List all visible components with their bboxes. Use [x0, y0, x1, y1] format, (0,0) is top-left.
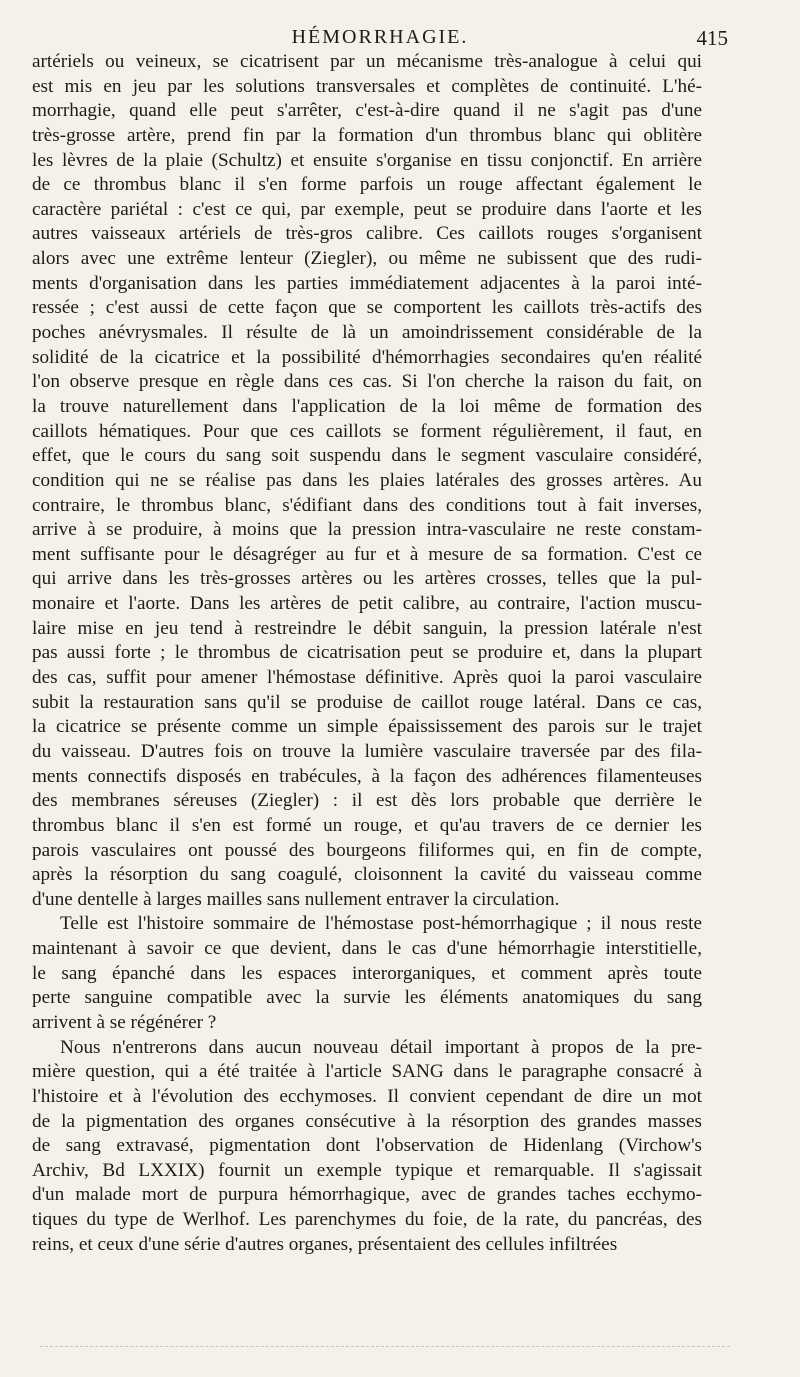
text-line: les lèvres de la plaie (Schultz) et ensuite s'organise en tissu conjonctif. En arrière [32, 149, 702, 171]
text-line: des membranes séreuses (Ziegler) : il est dès lors probable que derrière le [32, 790, 702, 812]
text-line: le sang épanché dans les espaces interorganiques, et comment après toute [32, 962, 702, 984]
text-line: perte sanguine compatible avec la survie les éléments anatomiques du sang [32, 987, 702, 1009]
paragraph [32, 1036, 702, 1258]
text-line: autres vaisseaux artériels de très-gros calibre. Ces caillots rouges s'organisent [32, 223, 702, 245]
text-line: Telle est l'histoire sommaire de l'hémostase post-hémorrhagique ; il nous reste [60, 913, 702, 935]
text-line: Archiv, Bd LXXIX) fournit un exemple typique et remarquable. Il s'agissait [32, 1159, 702, 1181]
text-line: caractère pariétal : c'est ce qui, par exemple, peut se produire dans l'aorte et les [32, 198, 702, 220]
page-body [32, 50, 702, 1257]
text-line: arrive à se produire, à moins que la pression intra-vasculaire ne reste constam- [32, 519, 702, 541]
text-line: qui arrive dans les très-grosses artères ou les artères crosses, telles que la pul- [32, 568, 702, 590]
text-line: parois vasculaires ont poussé des bourgeons filiformes qui, en fin de compte, [32, 839, 702, 861]
page-header [32, 26, 728, 50]
text-line: est mis en jeu par les solutions transversales et complètes de continuité. L'hé- [32, 75, 702, 97]
text-line: reins, et ceux d'une série d'autres organes, présentaient des cellules infiltrées [32, 1233, 618, 1255]
text-line: mière question, qui a été traitée à l'article SANG dans le paragraphe consacré à [32, 1061, 702, 1083]
text-line: Nous n'entrerons dans aucun nouveau détail important à propos de la pre- [60, 1036, 702, 1058]
paragraph [32, 912, 702, 1035]
text-line: ments d'organisation dans les parties immédiatement adjacentes à la paroi inté- [32, 272, 702, 294]
text-line: ressée ; c'est aussi de cette façon que se comportent les caillots très-actifs des [32, 297, 702, 319]
text-line: des cas, suffit pour amener l'hémostase définitive. Après quoi la paroi vasculaire [32, 667, 702, 689]
text-line: solidité de la cicatrice et la possibilité d'hémorrhagies secondaires qu'en réalité [32, 346, 702, 368]
text-line: après la résorption du sang coagulé, cloisonnent la cavité du vaisseau comme [32, 864, 702, 886]
text-line: laire mise en jeu tend à restreindre le débit sanguin, la pression latérale n'est [32, 617, 702, 639]
text-line: d'un malade mort de purpura hémorrhagique, avec de grandes taches ecchymo- [32, 1184, 702, 1206]
text-line: l'histoire et à l'évolution des ecchymoses. Il convient cependant de dire un mot [32, 1085, 702, 1107]
text-line: d'une dentelle à larges mailles sans nullement entraver la circulation. [32, 888, 560, 910]
text-line: effet, que le cours du sang soit suspendu dans le segment vasculaire considéré, [32, 445, 702, 467]
text-line: du vaisseau. D'autres fois on trouve la lumière vasculaire traversée par des fila- [32, 740, 702, 762]
bottom-rule [40, 1346, 730, 1347]
text-line: ments connectifs disposés en trabécules, à la façon des adhérences filamenteuses [32, 765, 702, 787]
text-line: morrhagie, quand elle peut s'arrêter, c'est-à-dire quand il ne s'agit pas d'une [32, 100, 702, 122]
text-line: thrombus blanc il s'en est formé un rouge, et qu'au travers de ce dernier les [32, 814, 702, 836]
text-line: la trouve naturellement dans l'application de la loi même de formation des [32, 395, 702, 417]
text-line: pas aussi forte ; le thrombus de cicatrisation peut se produire et, dans la plupart [32, 642, 702, 664]
text-line: très-grosse artère, prend fin par la formation d'un thrombus blanc qui oblitère [32, 124, 702, 146]
text-line: arrivent à se régénérer ? [32, 1011, 217, 1033]
text-line: alors avec une extrême lenteur (Ziegler), ou même ne subissent que des rudi- [32, 248, 702, 270]
text-line: artériels ou veineux, se cicatrisent par un mécanisme très-analogue à celui qui [32, 51, 702, 72]
text-line: la cicatrice se présente comme un simple épaississement des parois sur le trajet [32, 716, 702, 738]
text-line: condition qui ne se réalise pas dans les plaies latérales des grosses artères. Au [32, 469, 702, 491]
text-line: de sang extravasé, pigmentation dont l'observation de Hidenlang (Virchow's [32, 1135, 702, 1157]
text-line: de ce thrombus blanc il s'en forme parfois un rouge affectant également le [32, 174, 702, 196]
text-line: contraire, le thrombus blanc, s'édifiant dans des conditions tout à fait inverses, [32, 494, 702, 516]
paragraph [32, 50, 702, 912]
page-number: 415 [696, 26, 728, 50]
text-line: monaire et l'aorte. Dans les artères de petit calibre, au contraire, l'action muscu- [32, 593, 702, 615]
text-line: ment suffisante pour le désagréger au fur et à mesure de sa formation. C'est ce [32, 543, 702, 565]
text-line: l'on observe presque en règle dans ces cas. Si l'on cherche la raison du fait, on [32, 371, 702, 393]
running-title: HÉMORRHAGIE. [291, 26, 469, 48]
text-line: caillots hématiques. Pour que ces caillots se forment régulièrement, il faut, en [32, 420, 702, 442]
text-line: poches anévrysmales. Il résulte de là un amoindrissement considérable de la [32, 322, 702, 344]
text-line: maintenant à savoir ce que devient, dans le cas d'une hémorrhagie interstitielle, [32, 938, 702, 960]
text-line: tiques du type de Werlhof. Les parenchymes du foie, de la rate, du pancréas, des [32, 1209, 702, 1231]
text-line: de la pigmentation des organes consécutive à la résorption des grandes masses [32, 1110, 702, 1132]
text-line: subit la restauration sans qu'il se produise de caillot rouge latéral. Dans ce cas, [32, 691, 702, 713]
